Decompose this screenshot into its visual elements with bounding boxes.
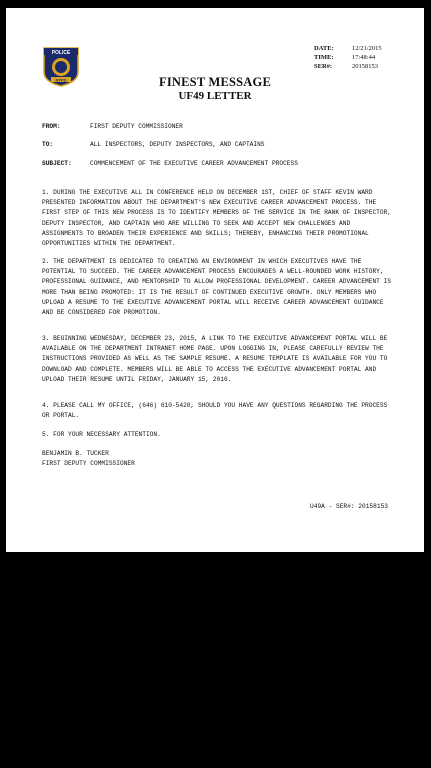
date-value: 12/21/2015 [352,45,382,52]
footer-serial: U49A - SER#: 20158153 [310,503,388,510]
message-meta: DATE: 12/21/2015 TIME: 17:48:44 SER#: 20158153 [314,45,382,70]
subject-line: SUBJECT: COMMENCEMENT OF THE EXECUTIVE CAREER ADVANCEMENT PROCESS [42,160,298,167]
to-line: TO: ALL INSPECTORS, DEPUTY INSPECTORS, AND CAPTAINS [42,141,265,148]
paragraph-4: 4. PLEASE CALL MY OFFICE, (646) 610-5420, SHOULD YOU HAVE ANY QUESTIONS REGARDING THE PROCESS OR PORTAL. [42,402,388,420]
signature-name: BENJAMIN B. TUCKER [42,450,109,457]
serial-value: 20158153 [352,63,378,70]
svg-text:NYPD: NYPD [55,77,67,83]
paragraph-2: 2. THE DEPARTMENT IS DEDICATED TO CREATING AN ENVIRONMENT IN WHICH EXECUTIVES HAVE THE POTENTIAL TO SUCCEED. THE CAREER ADVANCEMENT PROCESS ENCOURAGES A WELL-ROUNDED WORK HISTORY, PROFESSIONAL GUIDANCE, AND MENTORSHIP TO ALLOW PROFESSIONAL DEVELOPMENT. CAREER ADVANCEMENT IS MORE THAN BEING PROMOTED: IT IS THE RESULT OF CONTINUED EXECUTIVE GROWTH. ONLY MEMBERS WHO UPLOAD A RESUME TO THE EXECUTIVE ADVANCEMENT PORTAL WILL RECEIVE CAREER ADVANCEMENT GUIDANCE AND BE CONSIDERED FOR PROMOTION. [42,258,392,317]
document-title: FINEST MESSAGE [159,75,271,89]
from-line: FROM: FIRST DEPUTY COMMISSIONER [42,123,183,130]
document-subtitle: UF49 LETTER [178,90,252,102]
signature-title: FIRST DEPUTY COMMISSIONER [42,460,135,468]
paragraph-3: 3. BEGINNING WEDNESDAY, DECEMBER 23, 2015, A LINK TO THE EXECUTIVE ADVANCEMENT PORTAL WILL BE AVAILABLE ON THE DEPARTMENT INTRANET HOME PAGE. UPON LOGGING IN, PLEASE CAREFULLY REVIEW THE INSTRUCTIONS PROVIDED AS WELL AS THE SAMPLE RESUME. A RESUME TEMPLATE IS AVAILABLE FOR YOU TO DOWNLOAD AND COMPLETE. MEMBERS WILL BE ABLE TO ACCESS THE EXECUTIVE ADVANCEMENT PORTAL AND UPLOAD THEIR RESUME UNTIL FRIDAY, JANUARY 15, 2016. [42,335,388,383]
svg-text:POLICE: POLICE [51,50,71,56]
time-value: 17:48:44 [352,54,376,61]
paragraph-5: 5. FOR YOUR NECESSARY ATTENTION. [42,431,161,438]
document-page [6,8,424,552]
paragraph-1: 1. DURING THE EXECUTIVE ALL IN CONFERENCE HELD ON DECEMBER 1ST, CHIEF OF STAFF KEVIN WARD PRESENTED INFORMATION ABOUT THE DEPARTMENT'S NEW EXECUTIVE CAREER ADVANCEMENT PROCESS. THE FIRST STEP OF THIS NEW PROCESS IS TO IDENTIFY MEMBERS OF THE SERVICE IN THE RANK OF INSPECTOR, DEPUTY INSPECTOR, AND CAPTAIN WHO ARE WILLING TO SEEK AND ACCEPT NEW CHALLENGES AND ASSIGNMENTS TO BROADEN THEIR EXPERIENCE AND SKILLS; THEREBY, ENHANCING THEIR PROMOTIONAL OPPORTUNITIES WITHIN THE DEPARTMENT. [42,189,392,248]
signature-block [42,449,135,469]
